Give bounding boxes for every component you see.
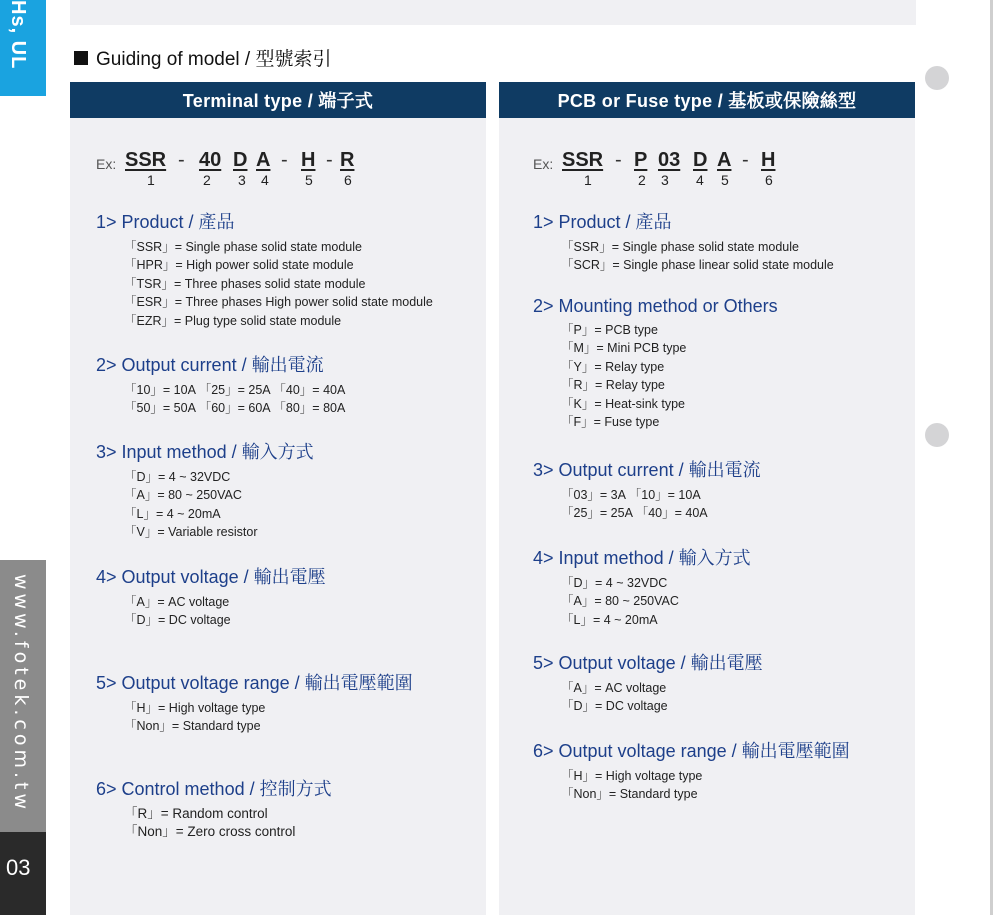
item-line: 「D」= DC voltage <box>561 699 668 714</box>
item-title: 3> Input method / 輸入方式 <box>96 442 314 462</box>
item-title: 1> Product / 產品 <box>96 212 235 232</box>
item-line: 「A」= AC voltage <box>561 681 667 695</box>
example-index: 4 <box>696 172 704 188</box>
item-line: 「TSR」= Three phases solid state module <box>124 276 366 291</box>
item-line: 「P」= PCB type <box>561 323 658 337</box>
item-line: 「D」= DC voltage <box>124 613 231 628</box>
example-separator: - <box>742 149 749 171</box>
guide-item-output-current <box>533 456 761 523</box>
item-line: 「M」= Mini PCB type <box>561 341 687 356</box>
example-separator: - <box>178 149 185 171</box>
item-line: 「D」= 4 ~ 32VDC <box>124 470 231 484</box>
pcb-fuse-type-panel <box>499 82 915 915</box>
item-title: 6> Output voltage range / 輸出電壓範圍 <box>533 741 850 761</box>
item-line: 「SSR」= Single phase solid state module <box>124 240 362 254</box>
item-title: 4> Input method / 輸入方式 <box>533 548 751 568</box>
sidebar-top-text: Hs, UL <box>7 0 29 70</box>
item-line: 「EZR」= Plug type solid state module <box>124 313 342 328</box>
item-line: 「SSR」= Single phase solid state module <box>561 240 799 254</box>
item-line: 「25」= 25A 「40」= 40A <box>561 506 708 521</box>
example-label: Ex: <box>96 156 117 172</box>
example-index: 4 <box>261 172 269 188</box>
example-code: D <box>233 149 248 171</box>
guide-item-control-method <box>96 775 332 842</box>
binder-hole-top <box>925 66 949 90</box>
example-index: 5 <box>721 172 729 188</box>
guide-item-input-method <box>96 438 314 542</box>
item-line: 「K」= Heat-sink type <box>561 396 686 411</box>
terminal-type-panel <box>70 82 486 915</box>
example-index: 6 <box>765 172 773 188</box>
item-line: 「Y」= Relay type <box>561 359 665 374</box>
guide-item-product <box>533 208 834 275</box>
item-line: 「Non」= Standard type <box>124 719 261 734</box>
example-separator: - <box>281 149 288 171</box>
section-heading <box>74 44 331 71</box>
item-line: 「F」= Fuse type <box>561 415 660 430</box>
example-code: SSR <box>562 149 604 171</box>
item-line: 「03」= 3A 「10」= 10A <box>561 488 701 502</box>
item-line: 「R」= Relay type <box>561 378 665 393</box>
example-index: 6 <box>344 172 352 188</box>
square-bullet-icon <box>74 51 88 65</box>
example-index: 2 <box>203 172 211 188</box>
sidebar-website-tab <box>0 560 46 832</box>
example-index: 1 <box>584 172 592 188</box>
item-title: 2> Output current / 輸出電流 <box>96 355 324 375</box>
example-code: A <box>717 149 732 171</box>
item-title: 4> Output voltage / 輸出電壓 <box>96 567 326 587</box>
example-separator: - <box>615 149 622 171</box>
item-title: 1> Product / 產品 <box>533 212 672 232</box>
binder-hole-bottom <box>925 423 949 447</box>
example-code: 03 <box>658 149 681 171</box>
example-index: 3 <box>238 172 246 188</box>
example-code: H <box>761 149 776 171</box>
guide-item-output-current <box>96 351 345 418</box>
item-title: 3> Output current / 輸出電流 <box>533 460 761 480</box>
guide-item-output-voltage <box>96 563 326 630</box>
panel-header: PCB or Fuse type / 基板或保險絲型 <box>499 82 915 118</box>
item-line: 「ESR」= Three phases High power solid state module <box>124 295 433 310</box>
item-line: 「A」= 80 ~ 250VAC <box>124 488 242 503</box>
example-index: 1 <box>147 172 155 188</box>
item-line: 「H」= High voltage type <box>561 769 703 783</box>
example-index: 5 <box>305 172 313 188</box>
item-line: 「50」= 50A 「60」= 60A 「80」= 80A <box>124 401 346 416</box>
website-text: www.fotek.com.tw <box>10 574 32 814</box>
example-index: 2 <box>638 172 646 188</box>
item-title: 6> Control method / 控制方式 <box>96 779 332 799</box>
item-title: 5> Output voltage / 輸出電壓 <box>533 653 763 673</box>
example-code: A <box>256 149 271 171</box>
panel-header: Terminal type / 端子式 <box>70 82 486 118</box>
example-code: SSR <box>125 149 167 171</box>
example-separator: - <box>326 149 333 171</box>
page-number: 03 <box>6 855 31 880</box>
item-line: 「H」= High voltage type <box>124 701 266 715</box>
item-line: 「HPR」= High power solid state module <box>124 258 354 273</box>
guide-item-input-method <box>533 544 751 629</box>
item-line: 「10」= 10A 「25」= 25A 「40」= 40A <box>124 383 346 397</box>
top-content-strip <box>70 0 916 25</box>
item-line: 「V」= Variable resistor <box>124 525 258 540</box>
item-line: 「R」= Random control <box>124 806 268 821</box>
page-number-tab <box>0 832 46 915</box>
item-line: 「Non」= Standard type <box>561 787 698 802</box>
item-line: 「A」= AC voltage <box>124 595 230 609</box>
item-line: 「D」= 4 ~ 32VDC <box>561 576 668 590</box>
item-title: 2> Mounting method or Others <box>533 296 778 316</box>
sidebar-top-tab <box>0 0 46 96</box>
guide-item-output-voltage-range <box>533 737 850 804</box>
example-code: H <box>301 149 316 171</box>
example-code: R <box>340 149 355 171</box>
guide-item-output-voltage-range <box>96 669 413 736</box>
item-line: 「A」= 80 ~ 250VAC <box>561 594 679 609</box>
guide-item-output-voltage <box>533 649 763 716</box>
example-code: 40 <box>199 149 222 171</box>
guide-item-product <box>96 208 433 330</box>
example-label: Ex: <box>533 156 554 172</box>
item-line: 「L」= 4 ~ 20mA <box>561 612 658 627</box>
item-title: 5> Output voltage range / 輸出電壓範圍 <box>96 673 413 693</box>
item-line: 「SCR」= Single phase linear solid state module <box>561 258 834 273</box>
example-code: P <box>634 149 648 171</box>
item-line: 「Non」= Zero cross control <box>124 824 296 840</box>
example-index: 3 <box>661 172 669 188</box>
section-title: Guiding of model / 型號索引 <box>96 49 332 70</box>
example-code: D <box>693 149 708 171</box>
item-line: 「L」= 4 ~ 20mA <box>124 506 221 521</box>
guide-item-mounting-method <box>533 296 778 431</box>
